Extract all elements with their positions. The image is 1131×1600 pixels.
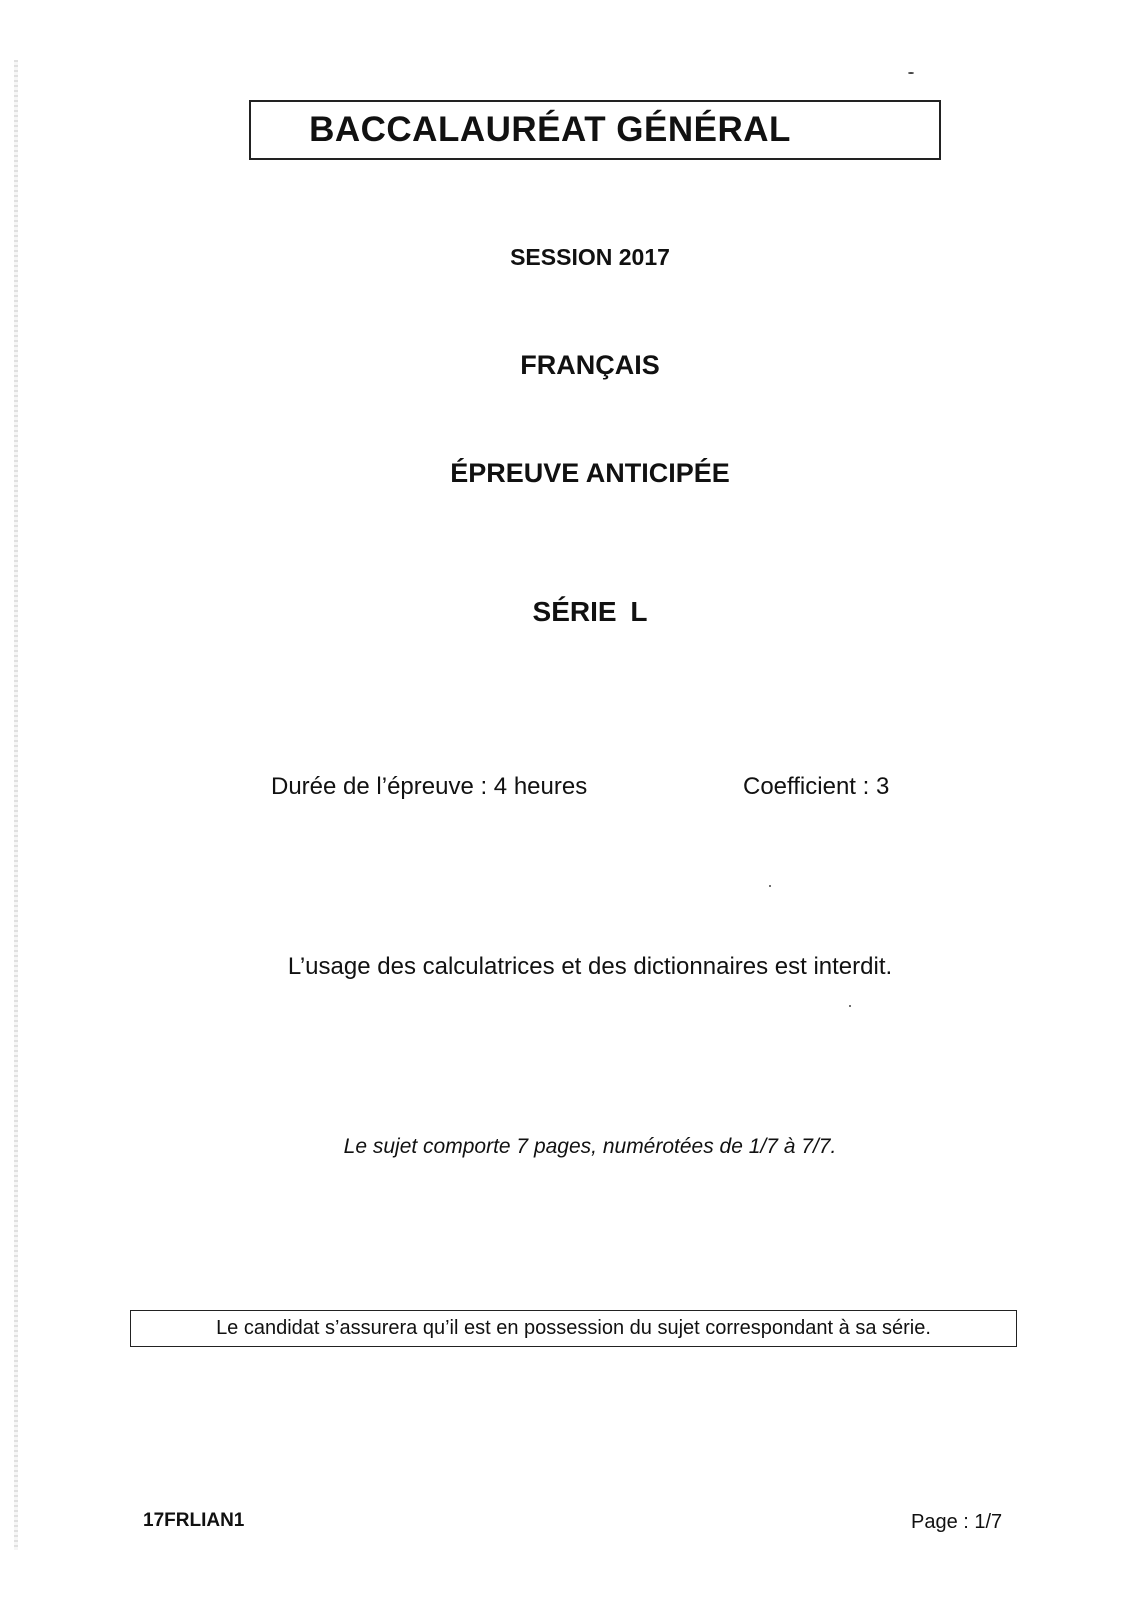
- usage-notice: L’usage des calculatrices et des dictionnaires est interdit.: [287, 953, 893, 980]
- exam-type-label: ÉPREUVE ANTICIPÉE: [450, 458, 730, 488]
- scan-speck: [769, 885, 771, 887]
- candidate-notice-box: [130, 1310, 1017, 1347]
- scan-edge: [14, 60, 18, 1550]
- page-title: BACCALAURÉAT GÉNÉRAL: [309, 110, 791, 149]
- duration-text: Durée de l’épreuve : 4 heures: [271, 773, 588, 800]
- title-box: [249, 100, 941, 160]
- scan-speck: [849, 1005, 851, 1007]
- subject-label: FRANÇAIS: [520, 350, 660, 380]
- coefficient-text: Coefficient : 3: [743, 773, 890, 800]
- scan-speck: [908, 72, 914, 74]
- page-number: Page : 1/7: [911, 1511, 1003, 1533]
- candidate-notice-text: Le candidat s’assurera qu’il est en possession du sujet correspondant à sa série.: [216, 1317, 931, 1339]
- session-label: SESSION 2017: [510, 244, 670, 270]
- series-label: SÉRIE L: [532, 596, 648, 627]
- pages-notice: Le sujet comporte 7 pages, numérotées de 1/7 à 7/7.: [343, 1135, 837, 1158]
- exam-code: 17FRLIAN1: [143, 1510, 245, 1531]
